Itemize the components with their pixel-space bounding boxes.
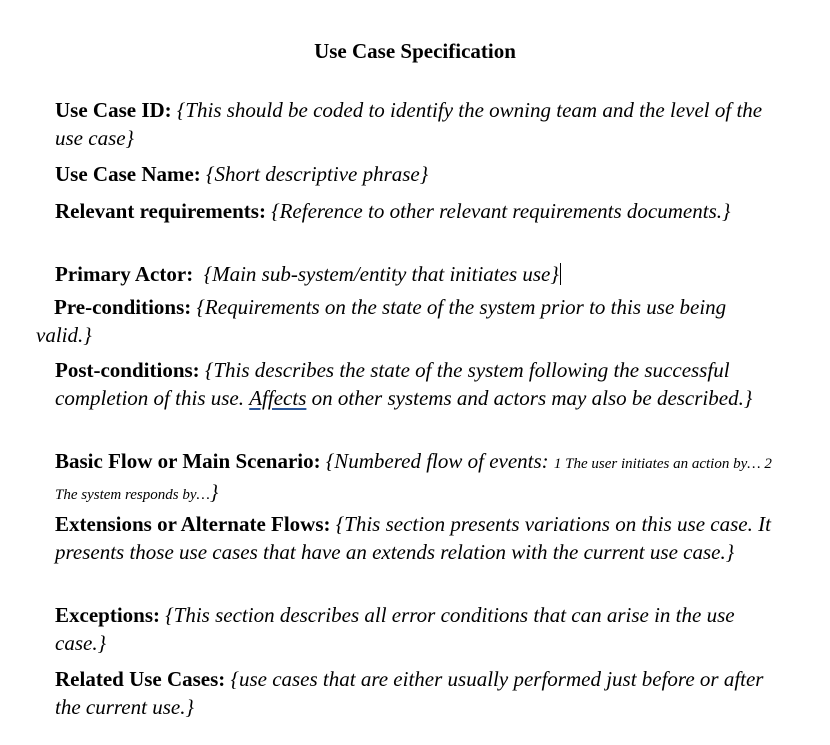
section-use-case-id bbox=[55, 97, 785, 152]
section-description: {Short descriptive phrase} bbox=[206, 162, 429, 186]
section-description: {This section presents variations on this use case. It presents those use cases that have an extends relation with the current use case.} bbox=[55, 512, 771, 564]
section-description: {Reference to other relevant requirements documents.} bbox=[271, 199, 731, 223]
section-label: Post-conditions: bbox=[55, 358, 200, 382]
section-description: {This should be coded to identify the owning team and the level of the use case} bbox=[55, 98, 763, 150]
section-exceptions bbox=[55, 602, 785, 657]
text-cursor bbox=[560, 263, 561, 285]
section-description: {use cases that are either usually performed just before or after the current use.} bbox=[55, 667, 764, 719]
section-label: Relevant requirements: bbox=[55, 199, 266, 223]
section-description: {This describes the state of the system following the successful completion of this use. bbox=[55, 358, 730, 410]
section-related-use-cases bbox=[55, 666, 785, 721]
section-label: Use Case Name: bbox=[55, 162, 201, 186]
section-label: Basic Flow or Main Scenario: bbox=[55, 449, 321, 473]
section-relevant-requirements bbox=[55, 198, 785, 226]
section-description: {Requirements on the state of the system prior to this use being valid.} bbox=[36, 295, 727, 347]
grammar-flagged-word[interactable]: Affects bbox=[249, 385, 307, 410]
section-label: Primary Actor: bbox=[55, 262, 194, 286]
section-pre-conditions bbox=[36, 294, 785, 349]
section-description-continued: on other systems and actors may also be described.} bbox=[311, 385, 753, 410]
section-post-conditions bbox=[55, 357, 785, 412]
section-label: Use Case ID: bbox=[55, 98, 172, 122]
section-description: {Numbered flow of events: bbox=[325, 449, 549, 473]
section-description: {Main sub-system/entity that initiates use} bbox=[198, 262, 559, 286]
section-label: Exceptions: bbox=[55, 603, 160, 627]
section-flow-steps: 1 The user initiates an action by… 2 The system responds by… bbox=[55, 456, 772, 503]
section-primary-actor bbox=[55, 261, 785, 289]
section-label: Related Use Cases: bbox=[55, 667, 226, 691]
section-label: Extensions or Alternate Flows: bbox=[55, 512, 331, 536]
document-title: Use Case Specification bbox=[314, 39, 516, 63]
section-basic-flow bbox=[55, 448, 785, 509]
section-description-end: } bbox=[209, 479, 219, 504]
section-label: Pre-conditions: bbox=[54, 295, 192, 319]
section-use-case-name bbox=[55, 161, 785, 189]
section-description: {This section describes all error conditions that can arise in the use case.} bbox=[55, 603, 735, 655]
section-extensions bbox=[55, 511, 785, 566]
